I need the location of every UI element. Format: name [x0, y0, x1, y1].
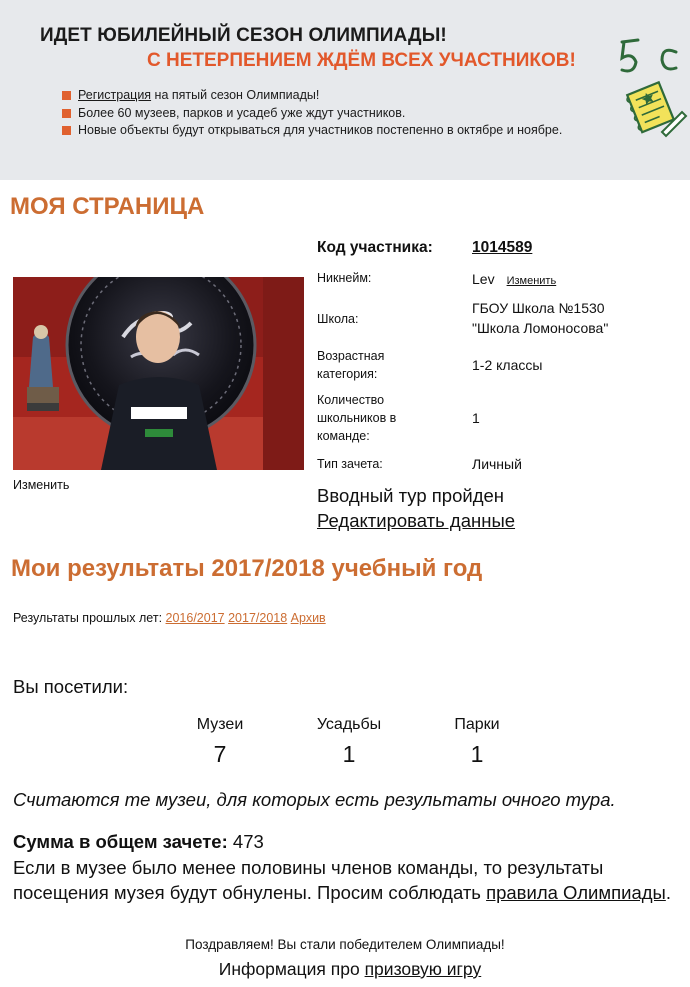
museums-stat-value: 7	[213, 741, 227, 767]
banner-title: ИДЕТ ЮБИЛЕЙНЫЙ СЕЗОН ОЛИМПИАДЫ!	[40, 25, 447, 46]
total-score	[13, 831, 264, 853]
total-score-label: Сумма в общем зачете:	[13, 831, 228, 852]
square-bullet-icon	[62, 109, 71, 118]
estates-stat-label: Усадьбы	[316, 716, 382, 733]
past-years-label: Результаты прошлых лет:	[13, 611, 166, 625]
nickname-value-row	[472, 269, 556, 291]
team-rule-warning	[13, 855, 683, 905]
age-category-label-line1: Возрастная	[317, 349, 385, 363]
prize-info-text: Информация про	[218, 959, 365, 979]
total-score-value: 473	[227, 831, 264, 852]
year-2016-2017-link[interactable]: 2016/2017	[165, 611, 225, 625]
school-value-line2: "Школа Ломоносова"	[472, 320, 609, 336]
warning-end: .	[665, 882, 671, 903]
scoring-type-label: Тип зачета:	[317, 457, 383, 471]
team-size-label-line1: Количество	[317, 393, 385, 407]
banner-news-text: Новые объекты будут открываться для участников постепенно в октябре и ноябре.	[78, 123, 563, 137]
museums-stat-label: Музеи	[196, 716, 244, 733]
year-2017-2018-link[interactable]: 2017/2018	[228, 611, 288, 625]
museum-count-note: Считаются те музеи, для которых есть результаты очного тура.	[13, 789, 616, 810]
team-size-value: 1	[472, 410, 480, 426]
banner-news-text: на пятый сезон Олимпиады!	[151, 88, 320, 102]
results-title: Мои результаты 2017/2018 учебный год	[11, 555, 483, 582]
banner-news-item	[62, 122, 562, 140]
edit-data-link[interactable]: Редактировать данные	[317, 510, 516, 531]
winner-congrats: Поздравляем! Вы стали победителем Олимпиады!	[185, 937, 505, 952]
estates-stat-value: 1	[342, 741, 356, 767]
nickname-label: Никнейм:	[317, 271, 372, 285]
intro-tour-status: Вводный тур пройден	[317, 485, 505, 506]
parks-stat-value: 1	[470, 741, 484, 767]
scoring-type-value: Личный	[472, 456, 522, 472]
photo-edit-link[interactable]: Изменить	[13, 478, 70, 492]
rules-link[interactable]: правила Олимпиады	[486, 882, 666, 903]
prize-info	[0, 959, 690, 980]
archive-link[interactable]: Архив	[290, 611, 326, 625]
participant-code-label: Код участника:	[317, 239, 433, 256]
age-category-label-line2: категория:	[317, 367, 378, 381]
visited-label: Вы посетили:	[13, 676, 129, 697]
square-bullet-icon	[62, 126, 71, 135]
banner-news-item	[62, 105, 562, 123]
parks-stat-label: Парки	[454, 716, 500, 733]
school-label: Школа:	[317, 312, 359, 326]
team-size-label-line3: команде:	[317, 429, 370, 443]
nickname-value: Lev	[472, 271, 495, 287]
participant-code-value[interactable]: 1014589	[472, 239, 533, 256]
nickname-edit-link[interactable]: Изменить	[506, 275, 557, 287]
square-bullet-icon	[62, 91, 71, 100]
banner-news-item	[62, 87, 562, 105]
jubilee-notebook-icon	[618, 28, 690, 143]
school-value-line1: ГБОУ Школа №1530	[472, 300, 605, 316]
prize-game-link[interactable]: призовую игру	[364, 959, 482, 979]
profile-photo-image	[13, 277, 304, 470]
past-years-row	[13, 611, 326, 625]
warning-text: Если в музее было менее половины членов команды, то результаты посещения музея будут обнулены. Просим соблюдать	[13, 857, 604, 903]
announcement-banner	[0, 0, 690, 180]
registration-link[interactable]: Регистрация	[78, 88, 152, 102]
team-size-label-line2: школьников в	[317, 411, 397, 425]
page-title: МОЯ СТРАНИЦА	[10, 193, 205, 220]
banner-news-list	[62, 87, 562, 140]
banner-subtitle: С НЕТЕРПЕНИЕМ ЖДЁМ ВСЕХ УЧАСТНИКОВ!	[147, 50, 576, 71]
banner-news-text: Более 60 музеев, парков и усадеб уже ждут участников.	[78, 105, 406, 120]
age-category-value: 1-2 классы	[472, 357, 543, 373]
profile-photo	[13, 277, 304, 470]
